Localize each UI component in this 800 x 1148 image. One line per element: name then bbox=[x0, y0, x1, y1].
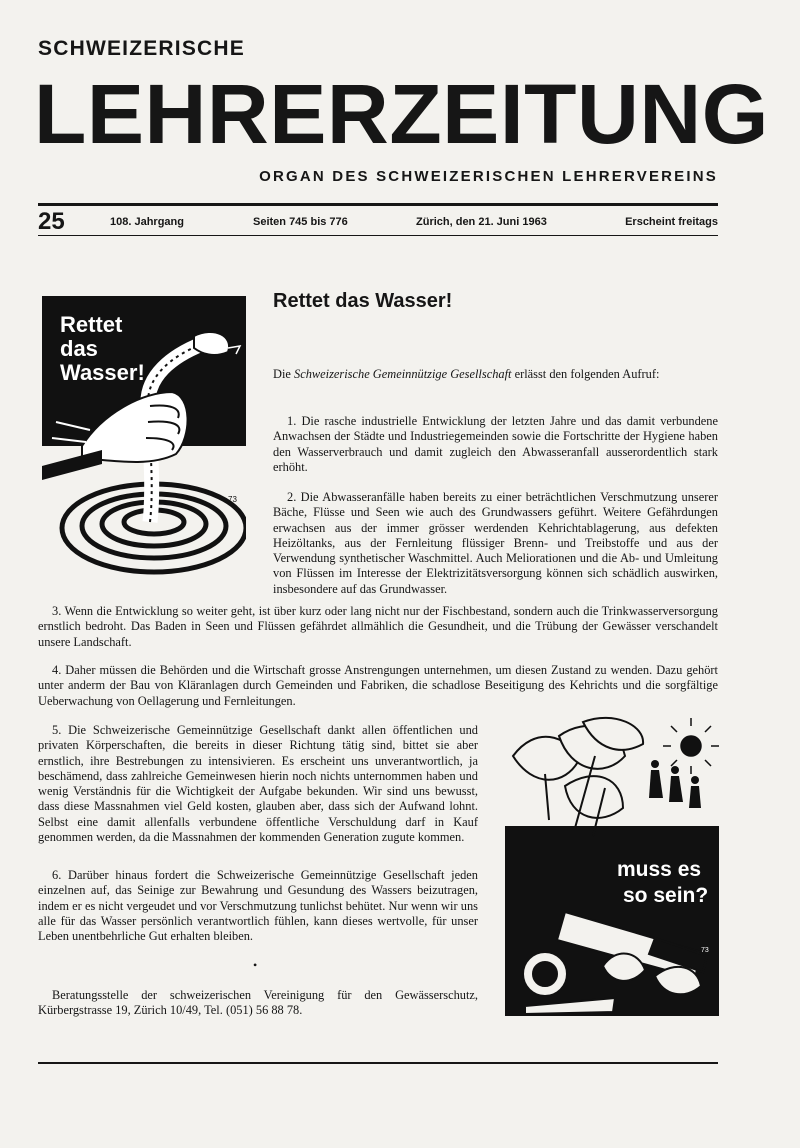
contact-note: Beratungsstelle der schweizerischen Vereinigung für den Gewässerschutz, Kürbergstrasse 19, Zürich 10/49, Tel. (051) 56 88 78. bbox=[38, 988, 478, 1018]
masthead-kicker: SCHWEIZERISCHE bbox=[38, 37, 245, 60]
poster-2-line-1: muss es bbox=[617, 858, 702, 881]
poster-1-signature: 73 bbox=[228, 495, 237, 504]
masthead-title: LEHRERZEITUNG bbox=[34, 67, 769, 161]
issue-date: Zürich, den 21. Juni 1963 bbox=[416, 216, 547, 228]
masthead-divider-bottom bbox=[38, 235, 718, 236]
article-paragraph-2: 2. Die Abwasseranfälle haben bereits zu einer beträchtlichen Verschmutzung unserer Bäche, Flüsse und Seen wie auch des Grundwassers geführt. Weitere Gefährdungen erwachsen aus der immer grösser werdenden Kehrichtablagerung, aus defekten Heizöltanks, aus der Fernleitung flüssiger Brenn- und Treibstoffe und aus der Verwendung synthetischer Waschmittel. Auch Meliorationen und die Ab- und Umleitung von Flüssen im Interesse der Elektrizitätsversorgung können sich schädlich auswirken, insbesondere auf das Grundwasser. bbox=[273, 490, 718, 596]
intro-organization: Schweizerische Gemeinnützige Gesellschaft bbox=[294, 367, 512, 381]
issue-frequency: Erscheint freitags bbox=[625, 216, 718, 228]
intro-prefix: Die bbox=[273, 367, 294, 381]
poster-1-line-1: Rettet bbox=[60, 312, 123, 337]
poster-2-signature: 73 bbox=[701, 947, 709, 954]
masthead-subtitle: ORGAN DES SCHWEIZERISCHEN LEHRERVEREINS bbox=[259, 168, 718, 185]
masthead-divider-top bbox=[38, 203, 718, 206]
article-paragraph-1: 1. Die rasche industrielle Entwicklung der letzten Jahre und das damit verbundene Anwachsen der Städte und Industriegemeinden sowie die Fortschritte der Hygiene haben den Wasserverbrauch und damit zugleich den Abwasseranfall ausserordentlich stark erhöht. bbox=[273, 414, 718, 474]
issue-bar bbox=[38, 208, 718, 234]
poster-1-line-3: Wasser! bbox=[60, 360, 145, 385]
article-paragraph-4: 4. Daher müssen die Behörden und die Wirtschaft grosse Anstrengungen unternehmen, um diesen Zustand zu wenden. Dazu gehört unter anderm der Bau von Kläranlagen durch Gemeinden und Fabriken, die schadlose Beseitigung des Kehrichts und die sorgfältige Ueberwachung von Oellagerung und Fernleitungen. bbox=[38, 663, 718, 708]
poster-muss-es-so-sein bbox=[505, 716, 719, 1016]
issue-pages: Seiten 745 bis 776 bbox=[253, 216, 348, 228]
poster-2-line-2: so sein? bbox=[623, 884, 709, 907]
article-headline: Rettet das Wasser! bbox=[273, 290, 453, 312]
article-paragraph-5: 5. Die Schweizerische Gemeinnützige Gesellschaft dankt allen öffentlichen und privaten Körperschaften, die bereits in dieser Richtung tätig sind, bittet sie aber ernstlich, ihre Bestrebungen zu intensivieren. Es erscheint uns unverantwortlich, ja beschämend, dass zahlreiche Gemeinwesen hierin noch nichts unternommen haben und wenig Verständnis für die Wichtigkeit der Aufgabe bekunden. Wir sind uns bewusst, dass diese Massnahmen viel Geld kosten, glauben aber, dass sich der Aufwand lohnt. Selbst eine damit allenfalls verbundene öffentliche Verschuldung darf in Kauf genommen werden, da die Massnahmen der kommenden Generation zugute kommen. bbox=[38, 723, 478, 845]
intro-suffix: erlässt den folgenden Aufruf: bbox=[511, 367, 660, 381]
article-intro bbox=[273, 367, 713, 382]
footer-divider bbox=[38, 1062, 718, 1064]
poster-rettet-das-wasser bbox=[42, 296, 246, 584]
poster-1-line-2: das bbox=[60, 336, 98, 361]
section-separator: • bbox=[253, 958, 258, 972]
article-paragraph-6: 6. Darüber hinaus fordert die Schweizerische Gemeinnützige Gesellschaft jeden einzelnen auf, das Seinige zur Bewahrung und Gesundung des Wassers beizutragen, indem er es nicht vergeudet und vor Verschmutzung tunlichst behütet. Nur wenn wir uns alle für das Wasser persönlich verantwortlich fühlen, kann dieses wertvolle, für unser Leben unentbehrliche Gut erhalten bleiben. bbox=[38, 868, 478, 944]
issue-volume: 108. Jahrgang bbox=[110, 216, 184, 228]
article-paragraph-3: 3. Wenn die Entwicklung so weiter geht, ist über kurz oder lang nicht nur der Fischbestand, sondern auch die Trinkwasserversorgung ernstlich bedroht. Das Baden in Seen und Flüssen gefährdet allmählich die Gesundheit, und die Trübung der Gewässer verschandelt unsere Landschaft. bbox=[38, 604, 718, 649]
issue-number: 25 bbox=[38, 208, 65, 235]
